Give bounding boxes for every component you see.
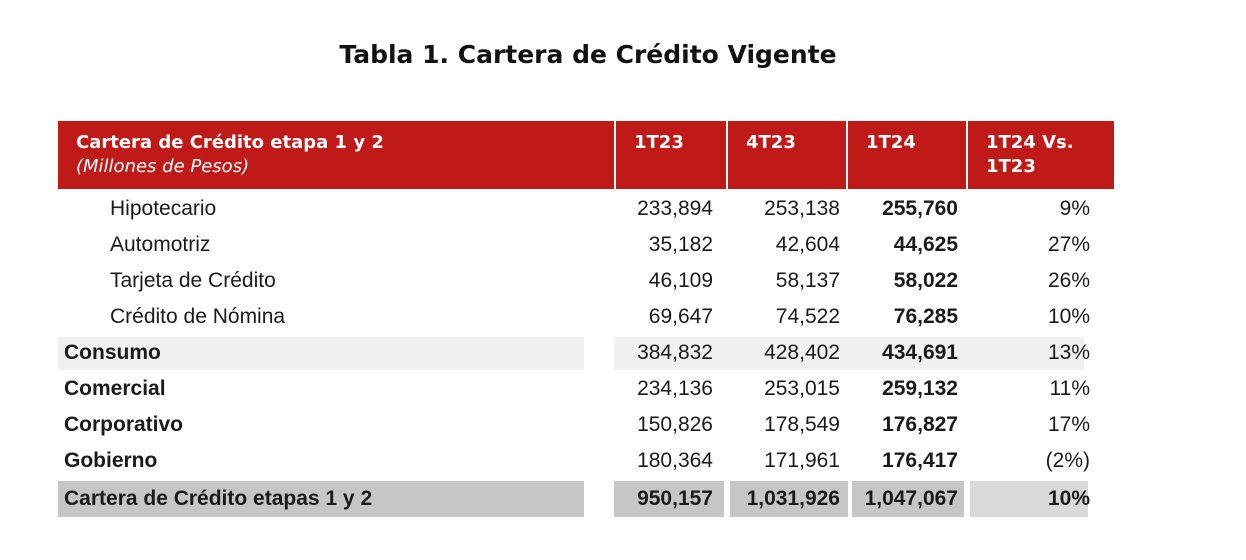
value-1t24: 434,691 xyxy=(882,341,958,364)
row-label: Automotriz xyxy=(110,233,211,256)
header-col-4t23: 4T23 xyxy=(746,132,796,153)
value-change: 10% xyxy=(1047,487,1090,510)
value-1t24: 44,625 xyxy=(893,233,958,256)
value-1t23: 35,182 xyxy=(648,233,713,256)
value-4t23: 178,549 xyxy=(764,413,840,436)
value-1t23: 46,109 xyxy=(648,269,713,292)
value-1t23: 234,136 xyxy=(637,377,713,400)
header-col-1t23: 1T23 xyxy=(634,132,684,153)
value-4t23: 58,137 xyxy=(775,269,840,292)
table-row xyxy=(58,191,1114,227)
table-header xyxy=(58,121,1114,189)
value-change: 10% xyxy=(1047,305,1090,328)
value-4t23: 42,604 xyxy=(775,233,840,256)
row-label: Tarjeta de Crédito xyxy=(110,269,276,292)
table-row xyxy=(58,263,1114,299)
table-row xyxy=(58,299,1114,335)
credit-portfolio-table xyxy=(58,121,1114,519)
value-1t24: 255,760 xyxy=(882,197,958,220)
table-row-total xyxy=(58,479,1114,519)
value-change: (2%) xyxy=(1045,449,1090,472)
row-label: Gobierno xyxy=(64,449,158,472)
value-4t23: 1,031,926 xyxy=(746,487,840,510)
value-1t24: 58,022 xyxy=(893,269,958,292)
value-1t23: 950,157 xyxy=(637,487,713,510)
row-label: Corporativo xyxy=(64,413,184,436)
value-change: 26% xyxy=(1047,269,1090,292)
value-4t23: 253,015 xyxy=(764,377,840,400)
value-1t24: 259,132 xyxy=(882,377,958,400)
value-1t23: 150,826 xyxy=(637,413,713,436)
value-1t24: 76,285 xyxy=(893,305,958,328)
header-col-change xyxy=(968,121,1114,189)
table-title: Tabla 1. Cartera de Crédito Vigente xyxy=(339,40,837,69)
header-label: Cartera de Crédito etapa 1 y 2 xyxy=(76,132,384,153)
value-4t23: 74,522 xyxy=(775,305,840,328)
header-label-cell xyxy=(58,121,614,189)
row-label: Consumo xyxy=(64,341,161,364)
value-1t23: 180,364 xyxy=(637,449,713,472)
table-row xyxy=(58,227,1114,263)
row-label: Comercial xyxy=(64,377,166,400)
table-row-subtotal xyxy=(58,335,1114,371)
value-1t23: 69,647 xyxy=(648,305,713,328)
value-1t24: 1,047,067 xyxy=(864,487,958,510)
table-row xyxy=(58,443,1114,479)
header-change-line2: 1T23 xyxy=(986,156,1036,177)
value-1t23: 233,894 xyxy=(637,197,713,220)
value-1t23: 384,832 xyxy=(637,341,713,364)
value-change: 27% xyxy=(1047,233,1090,256)
value-4t23: 428,402 xyxy=(764,341,840,364)
row-label: Crédito de Nómina xyxy=(110,305,286,328)
table-row xyxy=(58,371,1114,407)
value-change: 13% xyxy=(1047,341,1090,364)
value-4t23: 253,138 xyxy=(764,197,840,220)
header-change-line1: 1T24 Vs. xyxy=(986,132,1074,153)
row-label: Cartera de Crédito etapas 1 y 2 xyxy=(64,487,373,510)
value-change: 9% xyxy=(1059,197,1090,220)
value-change: 11% xyxy=(1049,377,1090,400)
table-row xyxy=(58,407,1114,443)
value-4t23: 171,961 xyxy=(764,449,840,472)
value-1t24: 176,417 xyxy=(882,449,958,472)
header-sublabel: (Millones de Pesos) xyxy=(76,156,250,177)
row-label: Hipotecario xyxy=(110,197,217,220)
value-1t24: 176,827 xyxy=(882,413,958,436)
header-col-1t24: 1T24 xyxy=(866,132,916,153)
value-change: 17% xyxy=(1047,413,1090,436)
